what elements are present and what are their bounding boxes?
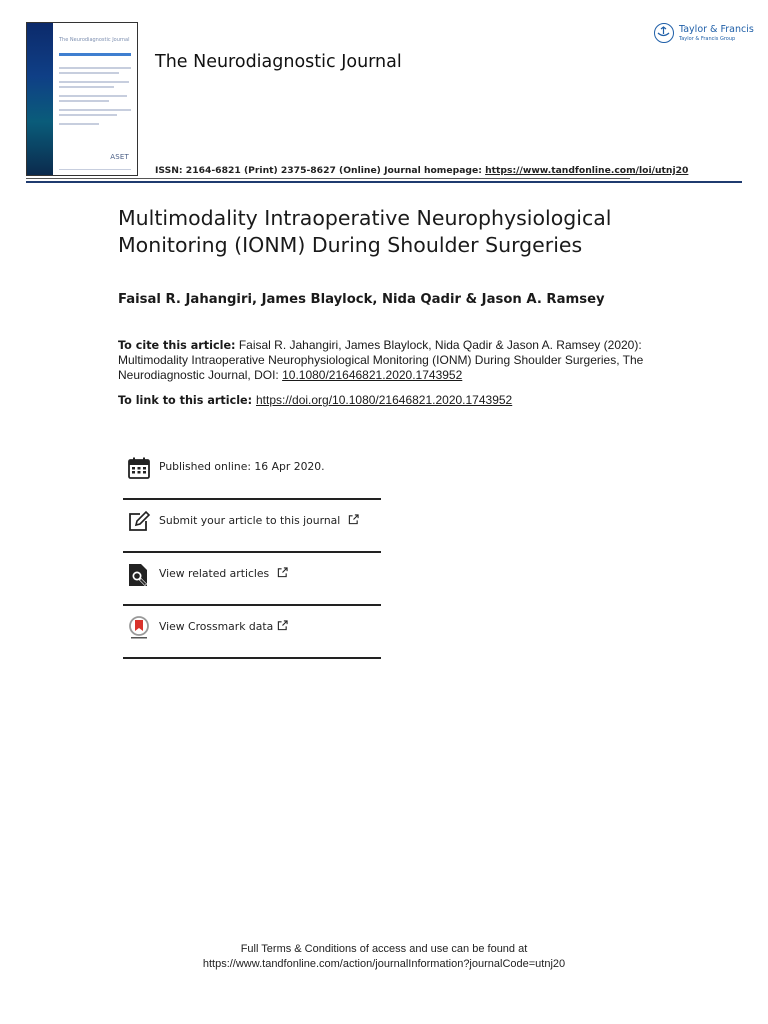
link-label: To link to this article: <box>118 394 256 407</box>
calendar-icon <box>127 456 151 480</box>
article-link-line <box>118 393 512 407</box>
taylor-francis-icon <box>654 23 674 43</box>
aset-logo: ASET <box>110 153 129 161</box>
citation-doi-link[interactable]: 10.1080/21646821.2020.1743952 <box>282 368 463 383</box>
row-divider <box>123 657 381 659</box>
cover-color-strip <box>27 23 53 175</box>
journal-name: The Neurodiagnostic Journal <box>155 52 402 72</box>
article-title: Multimodality Intraoperative Neurophysiological Monitoring (IONM) During Shoulder Surgeries <box>118 206 612 257</box>
cover-header-bar <box>59 53 131 56</box>
article-doi-link[interactable]: https://doi.org/10.1080/21646821.2020.1743952 <box>256 393 513 407</box>
cover-title: The Neurodiagnostic Journal <box>59 37 130 43</box>
cover-footer-line <box>59 169 131 170</box>
external-link-icon <box>277 567 288 578</box>
header-divider <box>26 181 742 183</box>
related-articles-label: View related articles <box>159 567 270 580</box>
journal-cover-thumbnail <box>26 22 138 176</box>
citation-label: To cite this article: <box>118 339 236 352</box>
edit-icon <box>127 510 151 534</box>
cover-text-line <box>59 95 127 97</box>
journal-homepage-link[interactable]: https://www.tandfonline.com/loi/utnj20 <box>485 165 689 176</box>
row-divider <box>123 551 381 553</box>
crossmark-row[interactable] <box>123 616 381 656</box>
external-link-icon <box>277 620 288 631</box>
search-document-icon <box>127 563 151 587</box>
row-divider <box>123 498 381 500</box>
published-online-row <box>123 456 381 496</box>
footer-terms-line: Full Terms & Conditions of access and use can be found at <box>240 943 528 955</box>
crossmark-text <box>159 620 288 633</box>
submit-article-text <box>159 514 359 527</box>
issn-text: ISSN: 2164-6821 (Print) 2375-8627 (Online) Journal homepage: <box>155 165 486 176</box>
row-divider <box>123 604 381 606</box>
citation-block <box>118 338 678 384</box>
taylor-francis-logo[interactable] <box>654 22 754 48</box>
citation-text: Faisal R. Jahangiri, James Blaylock, Nida Qadir & Jason A. Ramsey (2020): Multimodality Intraoperative Neurophysiological Monitoring (IONM) During Shoulder Surgeries, The Neurodiagnostic Journal, DOI: <box>118 338 644 383</box>
crossmark-label: View Crossmark data <box>159 620 274 633</box>
cover-text-line <box>59 123 99 125</box>
related-articles-text <box>159 567 288 580</box>
published-online-label: Published online: 16 Apr 2020. <box>159 460 325 473</box>
submit-article-label: Submit your article to this journal <box>159 514 341 527</box>
cover-text-line <box>59 114 117 116</box>
publisher-name: Taylor & Francis <box>679 24 754 35</box>
crossmark-icon <box>127 616 151 640</box>
external-link-icon <box>348 514 359 525</box>
issn-line <box>155 165 688 176</box>
article-authors: Faisal R. Jahangiri, James Blaylock, Nida Qadir & Jason A. Ramsey <box>118 292 605 307</box>
cover-text-line <box>59 67 131 69</box>
cover-text-line <box>59 81 129 83</box>
cover-text-line <box>59 109 131 111</box>
footer-terms <box>0 942 768 972</box>
submit-article-row[interactable] <box>123 510 381 550</box>
publisher-group: Taylor & Francis Group <box>679 36 736 42</box>
related-articles-row[interactable] <box>123 563 381 603</box>
cover-text-line <box>59 86 114 88</box>
cover-text-line <box>59 72 119 74</box>
footer-terms-url[interactable]: https://www.tandfonline.com/action/journalInformation?journalCode=utnj20 <box>202 958 566 970</box>
cover-text-line <box>59 100 109 102</box>
header-thin-divider <box>26 178 630 179</box>
